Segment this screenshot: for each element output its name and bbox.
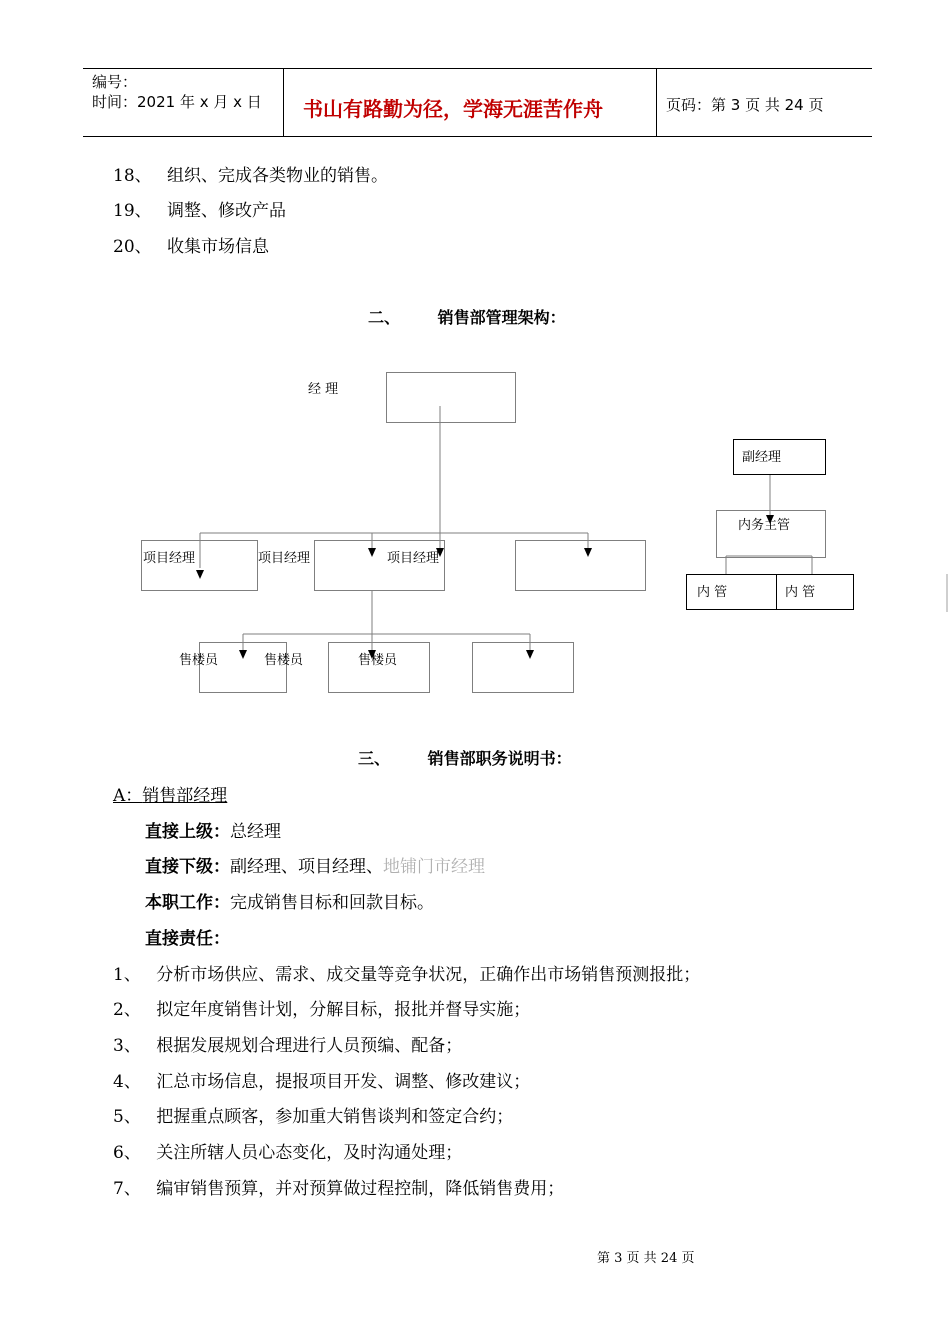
list-item-number: 3、 <box>113 1036 141 1056</box>
list-item-number: 2、 <box>113 1000 141 1020</box>
list-item <box>113 995 530 1020</box>
list-item <box>113 1067 530 1092</box>
duty-row <box>145 888 434 913</box>
internal-b-label: 内 管 <box>785 585 816 600</box>
list-item-text: 把握重点顾客，参加重大销售谈判和签定合约； <box>156 1107 514 1127</box>
role-title <box>113 781 227 806</box>
subordinate-label: 直接下级： <box>145 857 230 877</box>
list-item-number: 4、 <box>113 1072 141 1092</box>
manager-box <box>386 372 516 423</box>
list-item-number: 19、 <box>113 201 152 221</box>
superior-label: 直接上级： <box>145 822 230 842</box>
list-item-text: 分析市场供应、需求、成交量等竞争状况，正确作出市场销售预测报批； <box>156 965 701 985</box>
list-item-text: 汇总市场信息，提报项目开发、调整、修改建议； <box>156 1072 531 1092</box>
list-item-number: 18、 <box>113 166 152 186</box>
list-item <box>113 1031 462 1056</box>
superior-row <box>145 817 281 842</box>
page-footer: 第 3 页 共 24 页 <box>597 1251 695 1266</box>
manager-label: 经 理 <box>308 382 339 397</box>
section-heading <box>358 746 572 769</box>
header-motto: 书山有路勤为径，学海无涯苦作舟 <box>303 97 603 121</box>
role-prefix: A： <box>113 786 143 806</box>
pm-box <box>515 540 646 591</box>
section-title: 销售部职务说明书： <box>427 749 572 768</box>
header-page-info: 页码：第 3 页 共 24 页 <box>666 96 824 114</box>
list-item-text: 关注所辖人员心态变化，及时沟通处理； <box>156 1143 463 1163</box>
list-item-text: 收集市场信息 <box>167 237 270 257</box>
list-item-text: 组织、完成各类物业的销售。 <box>167 166 389 186</box>
edge-mark <box>946 574 948 612</box>
list-item-text: 拟定年度销售计划，分解目标，报批并督导实施； <box>156 1000 531 1020</box>
pm-label: 项目经理 <box>143 551 196 566</box>
list-item-number: 6、 <box>113 1143 141 1163</box>
list-item <box>113 960 700 985</box>
sales-label: 售楼员 <box>179 653 219 668</box>
document-number-label: 编号： <box>92 73 138 91</box>
internal-a-label: 内 管 <box>697 585 728 600</box>
document-date: 时间：2021 年 x 月 x 日 <box>92 93 262 111</box>
list-item <box>113 1174 564 1199</box>
pm-label: 项目经理 <box>387 551 440 566</box>
duty-label: 本职工作： <box>145 893 230 913</box>
deputy-label: 副经理 <box>742 450 782 465</box>
duty-value: 完成销售目标和回款目标。 <box>230 893 434 913</box>
section-title: 销售部管理架构： <box>437 308 566 327</box>
responsibility-heading: 直接责任： <box>145 929 230 949</box>
section-number: 三、 <box>358 749 391 768</box>
sales-box <box>472 642 574 693</box>
list-item-number: 1、 <box>113 965 141 985</box>
role-name: 销售部经理 <box>142 786 228 806</box>
list-item-number: 5、 <box>113 1107 141 1127</box>
list-item <box>113 1102 513 1127</box>
list-item-text: 调整、修改产品 <box>167 201 287 221</box>
section-number: 二、 <box>368 308 401 327</box>
sales-label: 售楼员 <box>264 653 304 668</box>
internal-lead-label: 内务主管 <box>738 518 791 533</box>
list-item-number: 20、 <box>113 237 152 257</box>
pm-label: 项目经理 <box>258 551 311 566</box>
subordinate-value-gray: 地铺门市经理 <box>383 857 485 877</box>
superior-value: 总经理 <box>230 822 281 842</box>
subordinate-value: 副经理、项目经理、 <box>230 857 383 877</box>
list-item-number: 7、 <box>113 1179 141 1199</box>
list-item-text: 编审销售预算，并对预算做过程控制，降低销售费用； <box>156 1179 565 1199</box>
list-item-text: 根据发展规划合理进行人员预编、配备； <box>156 1036 463 1056</box>
sales-label: 售楼员 <box>358 653 398 668</box>
list-item <box>113 1138 462 1163</box>
subordinate-row <box>145 852 485 877</box>
